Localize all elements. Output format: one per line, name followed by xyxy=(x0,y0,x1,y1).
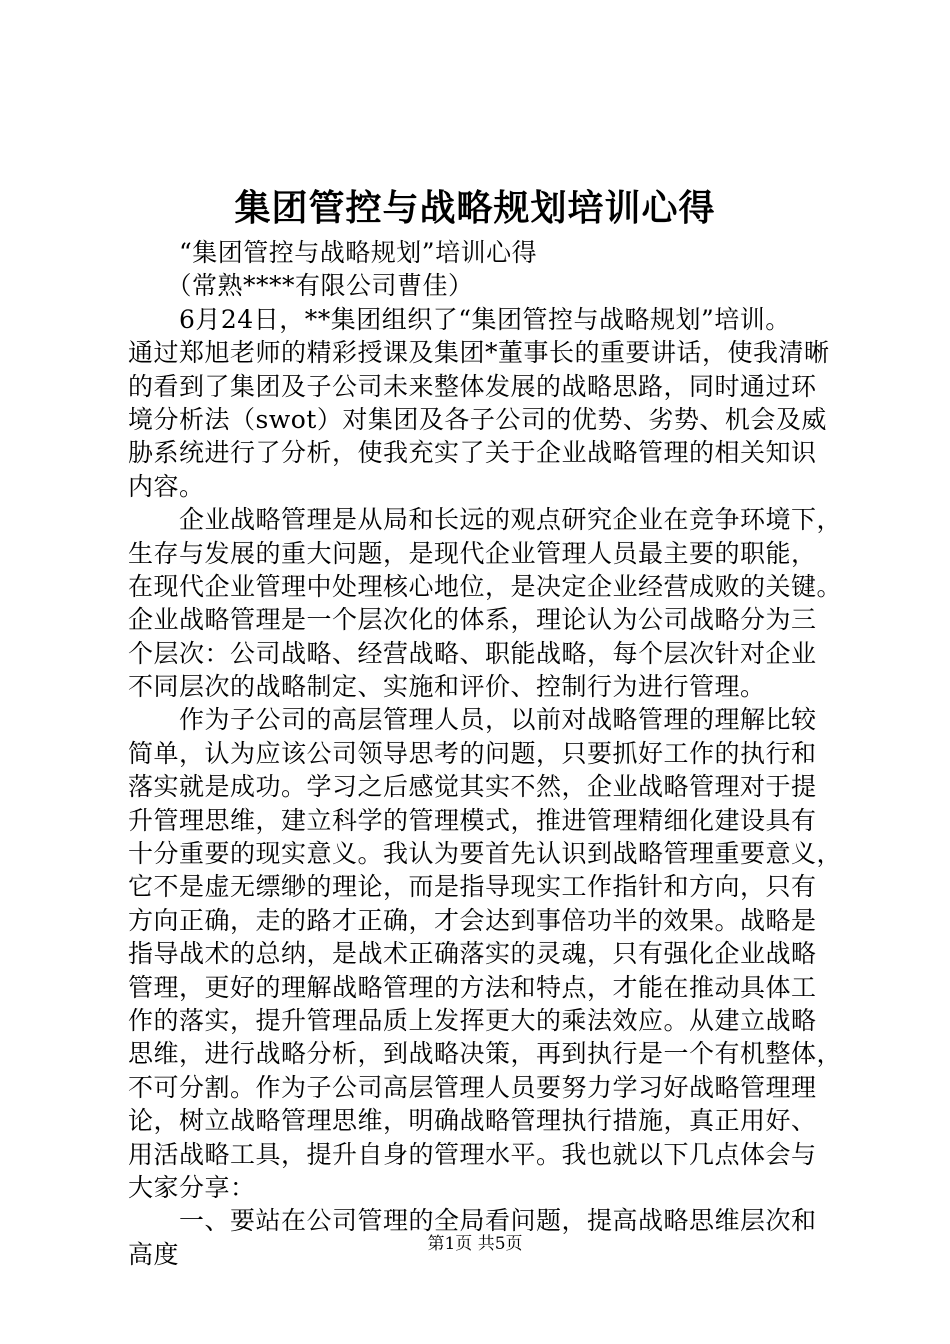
text-line: 指导战术的总纳，是战术正确落实的灵魂，只有强化企业战略 xyxy=(128,939,817,969)
text-line: （常熟****有限公司曹佳） xyxy=(128,271,474,301)
text-line: 6月24日，**集团组织了“集团管控与战略规划”培训。 xyxy=(128,304,791,334)
text-line: “集团管控与战略规划”培训心得 xyxy=(128,238,538,267)
text-line: 不同层次的战略制定、实施和评价、控制行为进行管理。 xyxy=(128,672,766,702)
text-line: 简单，认为应该公司领导思考的问题，只要抓好工作的执行和 xyxy=(128,738,817,768)
document-body xyxy=(128,236,848,1271)
text-line: 方向正确，走的路才正确，才会达到事倍功半的效果。战略是 xyxy=(128,905,817,935)
text-line: 十分重要的现实意义。我认为要首先认识到战略管理重要意义， xyxy=(128,839,843,869)
text-line: 它不是虚无缥缈的理论，而是指导现实工作指针和方向，只有 xyxy=(128,872,817,902)
text-line: 思维，进行战略分析，到战略决策，再到执行是一个有机整体， xyxy=(128,1039,843,1069)
text-line: 胁系统进行了分析，使我充实了关于企业战略管理的相关知识 xyxy=(128,438,817,468)
text-line: 生存与发展的重大问题，是现代企业管理人员最主要的职能， xyxy=(128,538,817,568)
text-line: 通过郑旭老师的精彩授课及集团*董事长的重要讲话，使我清晰 xyxy=(128,338,830,368)
text-line: 的看到了集团及子公司未来整体发展的战略思路，同时通过环 xyxy=(128,371,817,401)
text-line: 大家分享： xyxy=(128,1172,256,1202)
text-line: 管理，更好的理解战略管理的方法和特点，才能在推动具体工 xyxy=(128,972,817,1002)
text-line: 在现代企业管理中处理核心地位，是决定企业经营成败的关键。 xyxy=(128,571,843,601)
text-line: 企业战略管理是一个层次化的体系，理论认为公司战略分为三 xyxy=(128,605,817,635)
text-line: 个层次：公司战略、经营战略、职能战略，每个层次针对企业 xyxy=(128,638,817,668)
document-title: 集团管控与战略规划培训心得 xyxy=(234,187,716,229)
text-line: 一、要站在公司管理的全局看问题，提高战略思维层次和 xyxy=(128,1206,817,1236)
text-line: 论，树立战略管理思维，明确战略管理执行措施，真正用好、 xyxy=(128,1106,817,1136)
page-footer: 第1页 共5页 xyxy=(427,1234,523,1254)
text-line: 落实就是成功。学习之后感觉其实不然，企业战略管理对于提 xyxy=(128,772,817,802)
text-line: 不可分割。作为子公司高层管理人员要努力学习好战略管理理 xyxy=(128,1072,817,1102)
text-line: 企业战略管理是从局和长远的观点研究企业在竞争环境下， xyxy=(128,505,843,535)
text-line: 升管理思维，建立科学的管理模式，推进管理精细化建设具有 xyxy=(128,805,817,835)
text-line: 用活战略工具，提升自身的管理水平。我也就以下几点体会与 xyxy=(128,1139,817,1169)
text-line: 内容。 xyxy=(128,471,205,501)
text-line: 作的落实，提升管理品质上发挥更大的乘法效应。从建立战略 xyxy=(128,1005,817,1035)
text-line: 高度 xyxy=(128,1239,180,1269)
text-line: 境分析法（swot）对集团及各子公司的优势、劣势、机会及威 xyxy=(128,404,827,434)
text-line: 作为子公司的高层管理人员，以前对战略管理的理解比较 xyxy=(128,705,817,735)
